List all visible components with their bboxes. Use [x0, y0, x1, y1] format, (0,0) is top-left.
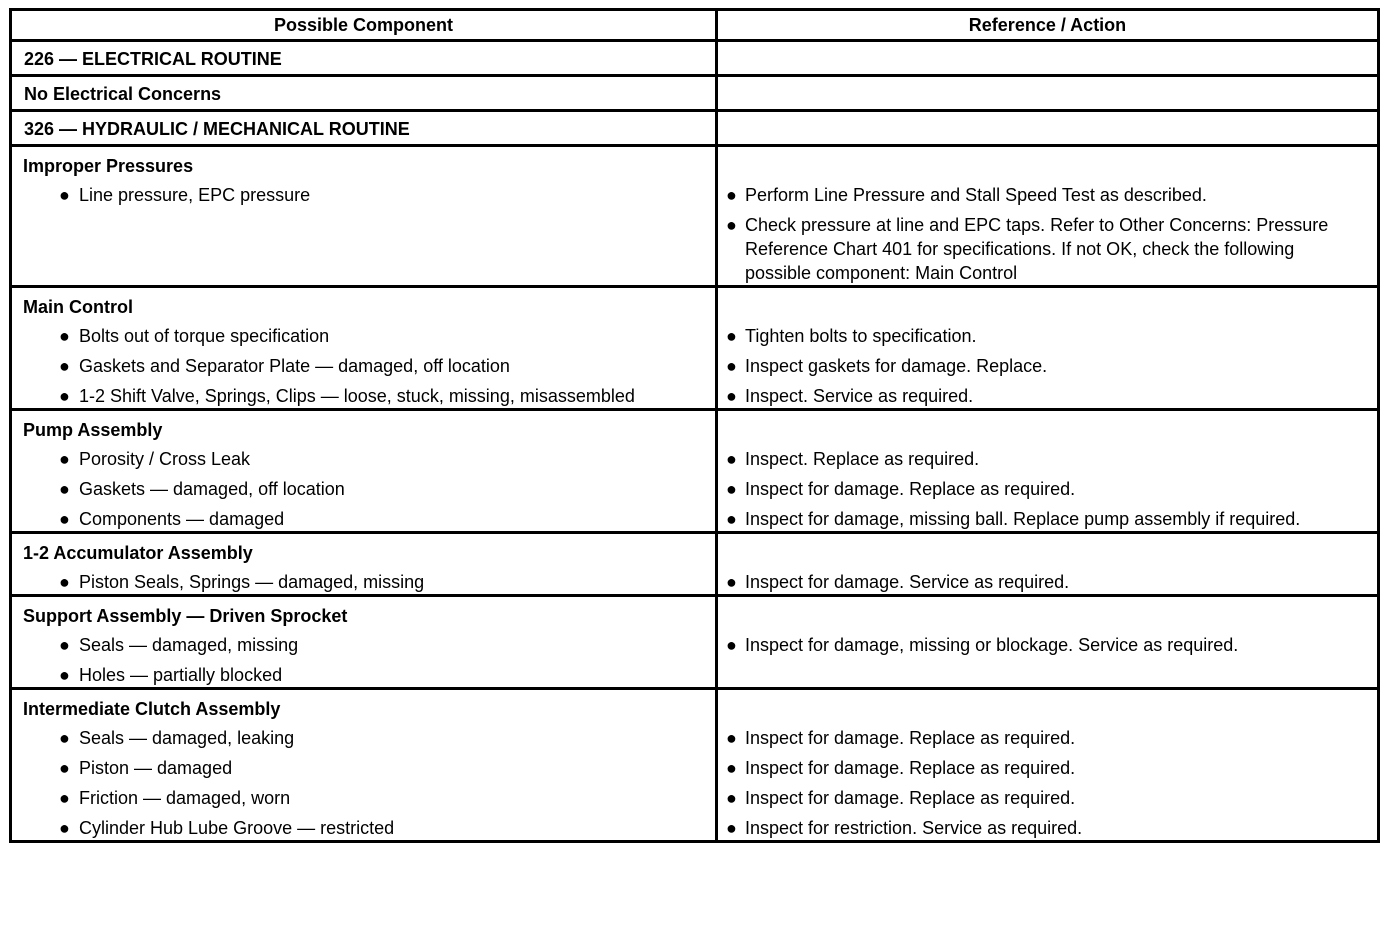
- action-text: Inspect for damage. Replace as required.: [745, 479, 1076, 499]
- component-item: [12, 507, 639, 531]
- group-title: 1-2 Accumulator Assembly: [23, 543, 253, 563]
- component-cell: [11, 533, 717, 596]
- action-text: Inspect for damage, missing ball. Replace pump assembly if required.: [745, 509, 1301, 529]
- bullet-icon: ●: [726, 386, 737, 406]
- action-cell: [717, 410, 1379, 533]
- component-cell: [11, 410, 717, 533]
- table-header-row: [11, 10, 1379, 41]
- action-item: [718, 354, 1365, 378]
- routine-electrical: 226 — ELECTRICAL ROUTINE: [24, 49, 282, 69]
- action-item: [718, 786, 1365, 810]
- group-row: [11, 689, 1379, 842]
- action-item: [718, 213, 1365, 285]
- routine-row-no-concerns: [11, 76, 1379, 111]
- title-spacer: [718, 411, 1377, 441]
- component-text: 1-2 Shift Valve, Springs, Clips — loose, stuck, missing, misassembled: [79, 386, 635, 406]
- action-item: [718, 726, 1365, 750]
- component-text: Piston Seals, Springs — damaged, missing: [79, 572, 425, 592]
- group-title: Main Control: [23, 297, 133, 317]
- bullet-icon: ●: [726, 818, 737, 838]
- bullet-icon: ●: [59, 386, 70, 406]
- action-text: Inspect. Replace as required.: [745, 449, 980, 469]
- component-text: Porosity / Cross Leak: [79, 449, 251, 469]
- component-cell: [11, 287, 717, 410]
- component-item: [12, 633, 639, 657]
- action-item: [718, 324, 1365, 348]
- bullet-icon: ●: [726, 479, 737, 499]
- action-item: [718, 183, 1365, 207]
- action-cell: [717, 689, 1379, 842]
- table-body: [11, 41, 1379, 842]
- column-header-reference-action: Reference / Action: [717, 10, 1379, 41]
- bullet-icon: ●: [59, 509, 70, 529]
- action-item: [718, 816, 1365, 840]
- component-cell: [11, 146, 717, 287]
- title-spacer: [718, 534, 1377, 564]
- bullet-icon: ●: [59, 758, 70, 778]
- component-text: Gaskets — damaged, off location: [79, 479, 345, 499]
- component-item: [12, 816, 639, 840]
- component-text: Gaskets and Separator Plate — damaged, off location: [79, 356, 510, 376]
- routine-no-concerns: No Electrical Concerns: [24, 84, 222, 104]
- routine-row-hydraulic: [11, 111, 1379, 146]
- routine-row-electrical: [11, 41, 1379, 76]
- group-title: Intermediate Clutch Assembly: [23, 699, 281, 719]
- action-text: Inspect for restriction. Service as required.: [745, 818, 1083, 838]
- action-cell: [717, 287, 1379, 410]
- bullet-icon: ●: [59, 449, 70, 469]
- diagnostic-table: [9, 8, 1380, 843]
- component-item: [12, 786, 639, 810]
- bullet-icon: ●: [59, 572, 70, 592]
- empty-cell: [717, 111, 1379, 146]
- bullet-icon: ●: [726, 449, 737, 469]
- action-text: Inspect. Service as required.: [745, 386, 974, 406]
- group-row: [11, 596, 1379, 689]
- bullet-icon: ●: [59, 185, 70, 205]
- action-text: Inspect gaskets for damage. Replace.: [745, 356, 1048, 376]
- group-row: [11, 146, 1379, 287]
- group-row: [11, 287, 1379, 410]
- component-item: [12, 663, 639, 687]
- component-item: [12, 756, 639, 780]
- action-text: Inspect for damage. Service as required.: [745, 572, 1070, 592]
- group-row: [11, 410, 1379, 533]
- action-item: [718, 756, 1365, 780]
- action-text: Inspect for damage. Replace as required.: [745, 728, 1076, 748]
- bullet-icon: ●: [59, 728, 70, 748]
- bullet-icon: ●: [726, 509, 737, 529]
- action-item: [718, 570, 1365, 594]
- bullet-icon: ●: [59, 818, 70, 838]
- action-cell: [717, 533, 1379, 596]
- action-text: Inspect for damage. Replace as required.: [745, 788, 1076, 808]
- group-title: Pump Assembly: [23, 420, 163, 440]
- component-item: [12, 354, 639, 378]
- bullet-icon: ●: [726, 215, 737, 235]
- component-item: [12, 477, 639, 501]
- bullet-icon: ●: [726, 758, 737, 778]
- bullet-icon: ●: [726, 185, 737, 205]
- bullet-icon: ●: [726, 572, 737, 592]
- bullet-icon: ●: [726, 635, 737, 655]
- group-title: Improper Pressures: [23, 156, 194, 176]
- action-item: [718, 507, 1365, 531]
- component-text: Friction — damaged, worn: [79, 788, 291, 808]
- component-text: Holes — partially blocked: [79, 665, 283, 685]
- action-item: [718, 447, 1365, 471]
- group-row: [11, 533, 1379, 596]
- component-item: [12, 570, 639, 594]
- bullet-icon: ●: [726, 728, 737, 748]
- action-item: [718, 633, 1365, 657]
- title-spacer: [718, 288, 1377, 318]
- component-cell: [11, 689, 717, 842]
- component-item: [12, 384, 639, 408]
- component-item: [12, 183, 639, 207]
- bullet-icon: ●: [59, 356, 70, 376]
- component-cell: [11, 596, 717, 689]
- empty-cell: [717, 76, 1379, 111]
- action-cell: [717, 146, 1379, 287]
- component-text: Piston — damaged: [79, 758, 233, 778]
- component-item: [12, 324, 639, 348]
- empty-cell: [717, 41, 1379, 76]
- title-spacer: [718, 690, 1377, 720]
- bullet-icon: ●: [59, 665, 70, 685]
- action-item: [718, 477, 1365, 501]
- title-spacer: [718, 147, 1377, 177]
- routine-hydraulic: 326 — HYDRAULIC / MECHANICAL ROUTINE: [24, 119, 410, 139]
- action-text: Tighten bolts to specification.: [745, 326, 977, 346]
- bullet-icon: ●: [59, 635, 70, 655]
- component-text: Components — damaged: [79, 509, 285, 529]
- action-text: Inspect for damage, missing or blockage. Service as required.: [745, 635, 1239, 655]
- action-cell: [717, 596, 1379, 689]
- component-item: [12, 447, 639, 471]
- component-text: Bolts out of torque specification: [79, 326, 330, 346]
- component-text: Seals — damaged, missing: [79, 635, 299, 655]
- bullet-icon: ●: [59, 788, 70, 808]
- action-item: [718, 384, 1365, 408]
- bullet-icon: ●: [59, 479, 70, 499]
- title-spacer: [718, 597, 1377, 627]
- column-header-possible-component: Possible Component: [11, 10, 717, 41]
- component-text: Line pressure, EPC pressure: [79, 185, 311, 205]
- bullet-icon: ●: [726, 326, 737, 346]
- action-text: Perform Line Pressure and Stall Speed Test as described.: [745, 185, 1207, 205]
- component-item: [12, 726, 639, 750]
- bullet-icon: ●: [59, 326, 70, 346]
- bullet-icon: ●: [726, 788, 737, 808]
- bullet-icon: ●: [726, 356, 737, 376]
- component-text: Cylinder Hub Lube Groove — restricted: [79, 818, 395, 838]
- action-text: Check pressure at line and EPC taps. Refer to Other Concerns: Pressure Reference Chart 401 for specifications. If not OK, check the following possible component: Main Control: [745, 215, 1329, 283]
- group-title: Support Assembly — Driven Sprocket: [23, 606, 348, 626]
- action-text: Inspect for damage. Replace as required.: [745, 758, 1076, 778]
- component-text: Seals — damaged, leaking: [79, 728, 295, 748]
